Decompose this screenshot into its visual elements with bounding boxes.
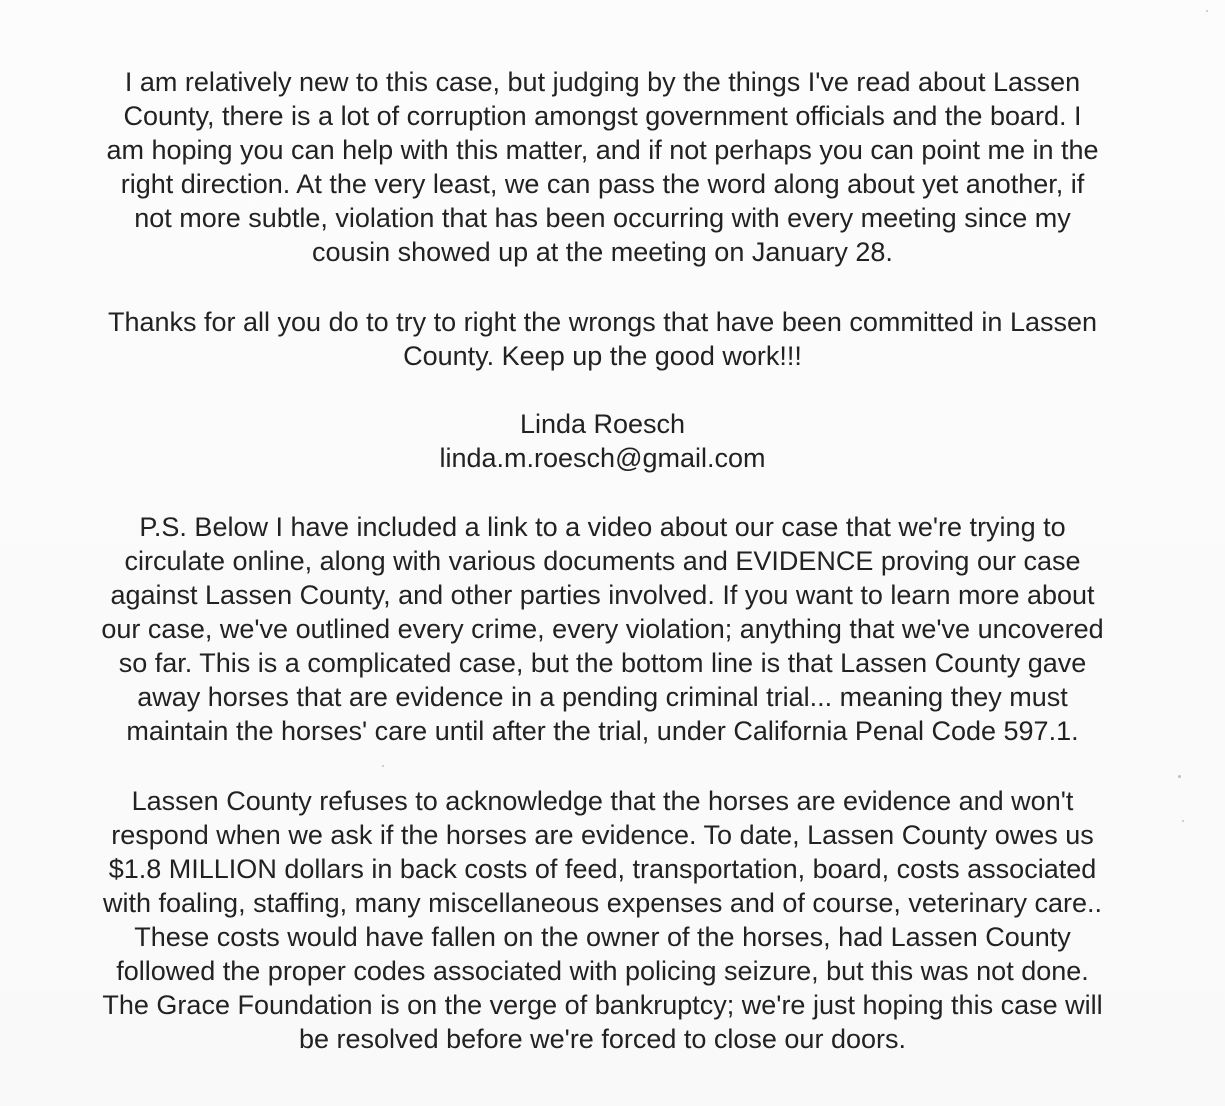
text-line: $1.8 MILLION dollars in back costs of feed, transportation, board, costs associated xyxy=(108,854,1097,884)
text-line: maintain the horses' care until after the trial, under California Penal Code 597.1. xyxy=(126,716,1079,746)
text-line: The Grace Foundation is on the verge of bankruptcy; we're just hoping this case will xyxy=(102,990,1103,1020)
text-line: P.S. Below I have included a link to a video about our case that we're trying to xyxy=(139,512,1066,542)
paragraph-thanks xyxy=(10,305,1195,373)
signature-email: linda.m.roesch@gmail.com xyxy=(439,443,766,473)
scan-speck xyxy=(1206,10,1208,12)
signature-name: Linda Roesch xyxy=(519,409,686,439)
text-line: Thanks for all you do to try to right the wrongs that have been committed in Lassen xyxy=(107,307,1098,337)
text-line: These costs would have fallen on the owner of the horses, had Lassen County xyxy=(134,922,1071,952)
text-line: cousin showed up at the meeting on January 28. xyxy=(312,237,893,267)
scan-speck xyxy=(1178,775,1181,778)
text-line: respond when we ask if the horses are evidence. To date, Lassen County owes us xyxy=(111,820,1094,850)
paragraph-costs xyxy=(10,784,1195,1056)
text-line: right direction. At the very least, we can pass the word along about yet another, if xyxy=(120,169,1085,199)
text-line: County, there is a lot of corruption amongst government officials and the board. I xyxy=(123,101,1082,131)
signature-block xyxy=(10,407,1195,475)
text-line: I am relatively new to this case, but judging by the things I've read about Lassen xyxy=(124,67,1081,97)
text-line: County. Keep up the good work!!! xyxy=(403,341,802,371)
text-line: our case, we've outlined every crime, every violation; anything that we've uncovered xyxy=(101,614,1104,644)
text-line: be resolved before we're forced to close our doors. xyxy=(299,1024,906,1054)
text-line: am hoping you can help with this matter, and if not perhaps you can point me in the xyxy=(106,135,1099,165)
text-line: followed the proper codes associated with policing seizure, but this was not done. xyxy=(116,956,1089,986)
text-line: so far. This is a complicated case, but the bottom line is that Lassen County gave xyxy=(118,648,1087,678)
scan-speck xyxy=(1182,820,1184,822)
scan-speck xyxy=(382,765,384,767)
paragraph-intro xyxy=(10,65,1195,269)
text-line: against Lassen County, and other parties involved. If you want to learn more about xyxy=(110,580,1095,610)
text-line: Lassen County refuses to acknowledge that the horses are evidence and won't xyxy=(131,786,1074,816)
text-line: not more subtle, violation that has been occurring with every meeting since my xyxy=(134,203,1071,233)
text-line: circulate online, along with various documents and EVIDENCE proving our case xyxy=(124,546,1081,576)
text-line: with foaling, staffing, many miscellaneous expenses and of course, veterinary care.. xyxy=(102,888,1103,918)
paragraph-postscript xyxy=(10,510,1195,748)
text-line: away horses that are evidence in a pending criminal trial... meaning they must xyxy=(137,682,1068,712)
